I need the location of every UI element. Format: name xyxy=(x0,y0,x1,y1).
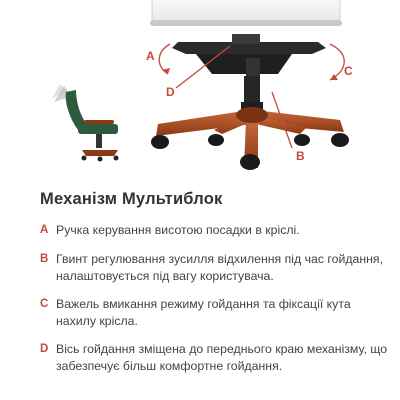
callout-a: A xyxy=(146,49,155,63)
feature-letter: A xyxy=(40,224,49,236)
feature-letter: C xyxy=(40,298,49,310)
callout-b: B xyxy=(296,149,305,163)
feature-letter: D xyxy=(40,343,49,355)
office-chair-icon xyxy=(52,84,119,162)
callout-c: C xyxy=(344,64,353,78)
feature-item-a xyxy=(40,222,390,239)
callout-d: D xyxy=(166,85,175,99)
feature-text: Важель вмикання режиму гойдання та фіксації кута нахилу крісла. xyxy=(56,297,351,328)
feature-text: Вісь гойдання зміщена до переднього краю механізму, що забезпечує більш комфортне гойдання. xyxy=(56,342,388,373)
feature-item-d xyxy=(40,341,390,375)
feature-list xyxy=(40,222,390,375)
feature-letter: B xyxy=(40,253,49,265)
feature-text: Гвинт регулювання зусилля відхилення під час гойдання, налаштовується під вагу користувача. xyxy=(56,252,384,283)
gas-lift xyxy=(241,76,263,112)
feature-item-c xyxy=(40,296,390,330)
feature-text: Ручка керування висотою посадки в кріслі. xyxy=(56,223,300,237)
chair-mechanism-illustration xyxy=(0,0,400,180)
seat-cushion xyxy=(150,0,342,26)
section-title: Механізм Мультиблок xyxy=(40,190,223,208)
feature-item-b xyxy=(40,251,390,285)
